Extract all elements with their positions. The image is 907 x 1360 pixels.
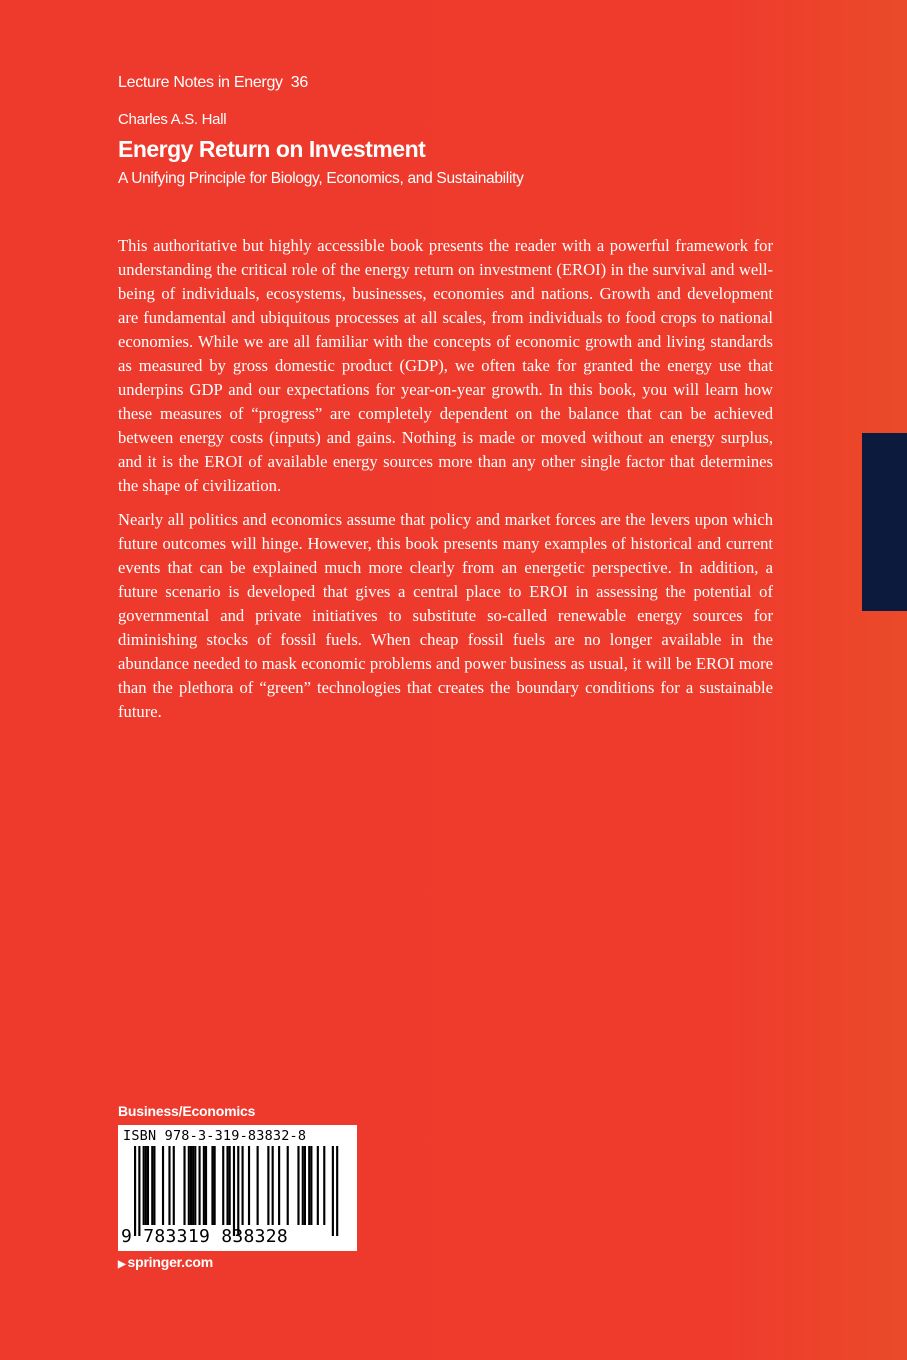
barcode-bar	[153, 1146, 155, 1225]
barcode-bar	[168, 1146, 170, 1225]
series-number: 36	[290, 74, 308, 91]
book-title: Energy Return on Investment	[118, 136, 426, 162]
isbn-barcode	[118, 1125, 357, 1251]
barcode-bar	[226, 1146, 228, 1225]
barcode-bar	[257, 1146, 259, 1225]
description-paragraph: This authoritative but highly accessible book presents the reader with a powerful framework for understanding the critical role of the energy return on investment (EROI) in the survival and well-being of individuals, ecosystems, businesses, economies and nations. Growth and development are fundamental and ubiquitous processes at all scales, from individuals to food crops to national economies. While we are all familiar with the concepts of economic growth and living standards as measured by gross domestic product (GDP), we often take for granted the energy use that underpins GDP and our expectations for year-on-year growth. In this book, you will learn how these measures of “progress” are completely dependent on the balance that can be achieved between energy costs (inputs) and gains. Nothing is made or moved without an energy surplus, and it is the EROI of available energy sources more than any other single factor that determines the shape of civilization.	[118, 236, 773, 495]
barcode-bar	[242, 1146, 244, 1225]
book-subtitle: A Unifying Principle for Biology, Economics, and Sustainability	[118, 170, 524, 187]
arrow-right-icon: ▶	[118, 1259, 126, 1270]
barcode-bar	[199, 1146, 201, 1225]
barcode-bar	[143, 1146, 145, 1225]
barcode-bar	[272, 1146, 274, 1225]
barcode-bar	[302, 1146, 304, 1225]
barcode-bar	[151, 1146, 153, 1225]
barcode-bar	[317, 1146, 319, 1225]
navy-color-band	[862, 433, 907, 611]
barcode-bar	[203, 1146, 205, 1225]
barcode-bar	[297, 1146, 299, 1225]
barcode-bar	[332, 1146, 334, 1236]
barcode-bar	[162, 1146, 164, 1225]
barcode-bar	[214, 1146, 216, 1225]
barcode-bar	[229, 1146, 231, 1225]
barcode-bar	[188, 1146, 190, 1225]
barcode-bar	[205, 1146, 207, 1225]
barcode-bar	[233, 1146, 235, 1236]
barcode-bar	[222, 1146, 224, 1225]
barcode-bar	[173, 1146, 175, 1225]
barcode-bar	[308, 1146, 310, 1225]
isbn-label: ISBN 978-3-319-83832-8	[123, 1128, 307, 1144]
barcode-bar	[145, 1146, 147, 1225]
barcode-bar	[192, 1146, 194, 1225]
barcode-bar	[194, 1146, 196, 1225]
barcode-bar	[138, 1146, 140, 1236]
barcode-bar	[134, 1146, 136, 1236]
ean-digits: 9 783319 838328	[121, 1226, 289, 1247]
book-description	[118, 234, 773, 734]
barcode-bar	[267, 1146, 269, 1225]
subject-category: Business/Economics	[118, 1103, 256, 1119]
barcode-bar	[336, 1146, 338, 1236]
series-line	[118, 74, 308, 92]
barcode-bar	[323, 1146, 325, 1225]
barcode-bar	[183, 1146, 185, 1225]
publisher-link[interactable]	[118, 1254, 213, 1270]
barcode-bar	[287, 1146, 289, 1225]
author-name: Charles A.S. Hall	[118, 111, 227, 128]
publisher-link-label: springer.com	[127, 1254, 214, 1270]
barcode-bar	[237, 1146, 239, 1236]
barcode-bar	[248, 1146, 250, 1225]
series-name: Lecture Notes in Energy	[118, 74, 283, 91]
barcode-bar	[304, 1146, 306, 1225]
description-paragraph: Nearly all politics and economics assume that policy and market forces are the levers upon which future outcomes will hinge. However, this book presents many examples of historical and current events that can be explained much more clearly from an energetic perspective. In addition, a future scenario is developed that gives a central place to EROI in assessing the potential of governmental and private initiatives to substitute so-called renewable energy sources for diminishing stocks of fossil fuels. When cheap fossil fuels are no longer available in the abundance needed to mask economic problems and power business as usual, it will be EROI more than the plethora of “green” technologies that creates the boundary conditions for a sustainable future.	[118, 510, 773, 721]
barcode-bar	[147, 1146, 149, 1225]
barcode-bar	[278, 1146, 280, 1225]
barcode-bar	[310, 1146, 312, 1225]
barcode-bar	[211, 1146, 213, 1225]
barcode-bar	[190, 1146, 192, 1225]
